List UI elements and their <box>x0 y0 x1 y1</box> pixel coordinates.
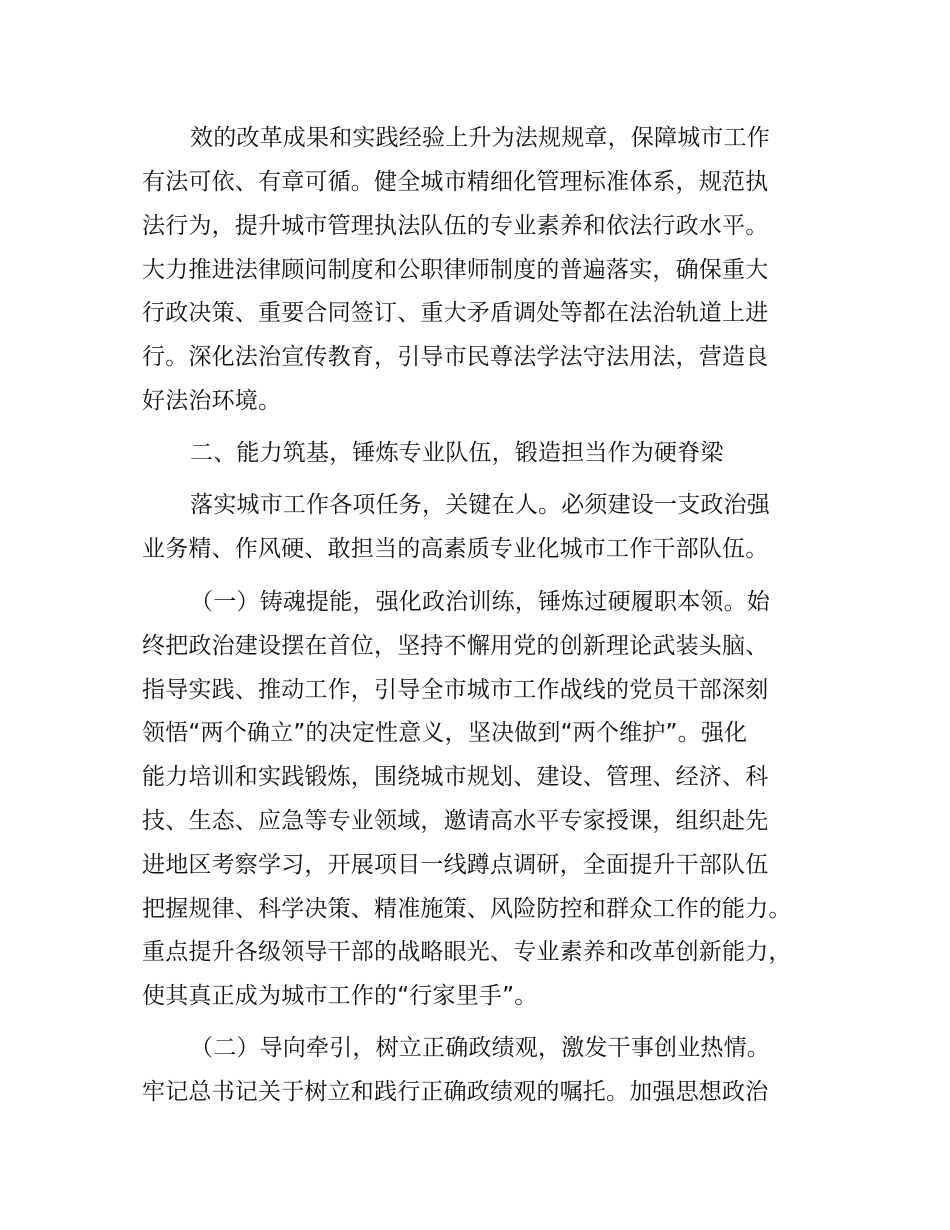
paragraph-line: 有法可依、有章可循。健全城市精细化管理标准体系，规范执 <box>142 169 769 195</box>
paragraph-line: 大力推进法律顾问制度和公职律师制度的普遍落实，确保重大 <box>142 257 769 283</box>
paragraph-line: 指导实践、推动工作，引导全市城市工作战线的党员干部深刻 <box>142 677 769 703</box>
paragraph-line: 技、生态、应急等专业领域，邀请高水平专家授课，组织赴先 <box>142 808 769 834</box>
subsection-heading: （二）导向牵引，树立正确政绩观，激发干事创业热情。 <box>190 1035 770 1061</box>
paragraph-line: 使其真正成为城市工作的“行家里手”。 <box>142 983 538 1009</box>
paragraph-line: 行政决策、重要合同签订、重大矛盾调处等都在法治轨道上进 <box>142 300 769 326</box>
paragraph-line: 行。深化法治宣传教育，引导市民尊法学法守法用法，营造良 <box>142 344 769 370</box>
paragraph-line: 终把政治建设摆在首位，坚持不懈用党的创新理论武装头脑、 <box>142 633 769 659</box>
paragraph-line: 进地区考察学习，开展项目一线蹲点调研，全面提升干部队伍 <box>142 852 769 878</box>
paragraph-line: 法行为，提升城市管理执法队伍的专业素养和依法行政水平。 <box>142 213 769 239</box>
paragraph-line: 领悟“两个确立”的决定性意义，坚决做到“两个维护”。强化 <box>142 720 748 746</box>
paragraph-line: 把握规律、科学决策、精准施策、风险防控和群众工作的能力。 <box>142 896 792 922</box>
paragraph-line: 效的改革成果和实践经验上升为法规规章，保障城市工作 <box>190 125 770 151</box>
paragraph-line: 重点提升各级领导干部的战略眼光、专业素养和改革创新能力， <box>142 939 792 965</box>
paragraph-line: 好法治环境。 <box>142 388 282 414</box>
paragraph-line: 能力培训和实践锻炼，围绕城市规划、建设、管理、经济、科 <box>142 764 769 790</box>
section-heading: 二、能力筑基，锤炼专业队伍，锻造担当作为硬脊梁 <box>190 440 724 466</box>
paragraph-line: 落实城市工作各项任务，关键在人。必须建设一支政治强 <box>190 492 770 518</box>
subsection-heading: （一）铸魂提能，强化政治训练，锤炼过硬履职本领。始 <box>190 589 770 615</box>
paragraph-line: 业务精、作风硬、敢担当的高素质专业化城市工作干部队伍。 <box>142 536 769 562</box>
paragraph-line: 牢记总书记关于树立和践行正确政绩观的嘱托。加强思想政治 <box>142 1079 769 1105</box>
